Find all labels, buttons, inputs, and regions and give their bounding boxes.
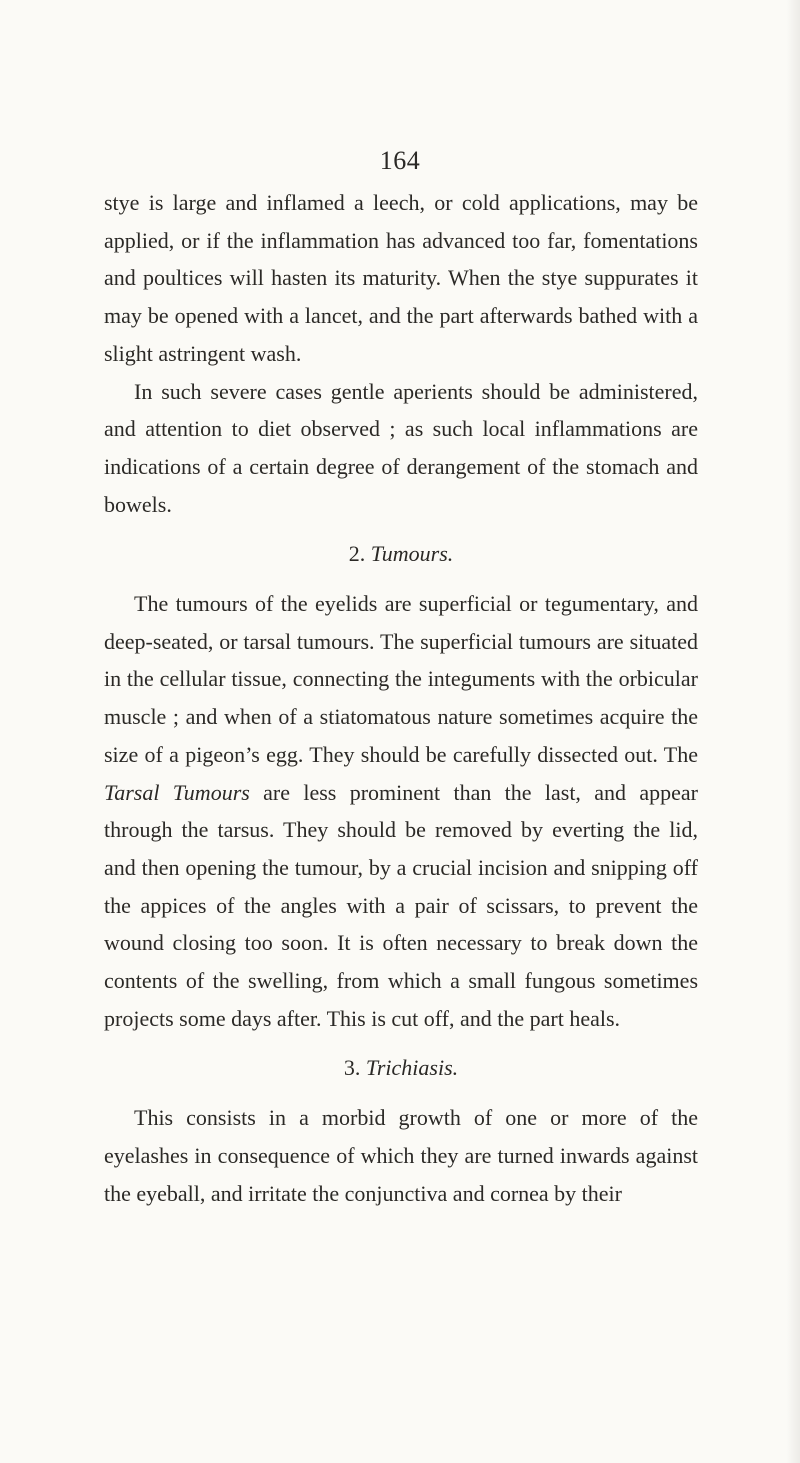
tumours-text-part-1: The tumours of the eyelids are superficial or tegumentary, and deep-seated, or tarsal tumours. The superficial tumours are situated in the cellular tissue, connecting the integuments with the orbicular muscle ; and when of a stiatomatous nature sometimes acquire the size of a pigeon’s egg. They should be carefully dissected out. The [104,591,698,767]
tarsal-tumours-term: Tarsal Tumours [104,779,250,805]
page-edge-shadow [786,0,800,1463]
paragraph-stye-treatment: stye is large and inflamed a leech, or cold applications, may be applied, or if the inflammation has advanced too far, fomentations and poultices will hasten its maturity. When the stye suppurates it may be opened with a lancet, and the part afterwards bathed with a slight astringent wash. [104,190,698,366]
tumours-text-part-2: are less prominent than the last, and appear through the tarsus. They should be removed by everting the lid, and then opening the tumour, by a crucial incision and snipping off the appices of the angles with a pair of scissars, to prevent the wound closing too soon. It is often necessary to break down the contents of the swelling, from which a small fungous sometimes projects some days after. This is cut off, and the part heals. [104,779,698,1031]
page-number: 164 [379,146,421,175]
paragraph-aperients: In such severe cases gentle aperients should be administered, and attention to diet observed ; as such local inflammations are indications of a certain degree of derangement of the stomach and bowels. [104,378,698,517]
section-number: 2. [348,541,366,567]
section-title: Tumours. [370,541,454,567]
section-number: 3. [343,1055,361,1081]
section-heading-tumours [104,535,698,573]
paragraph-trichiasis: This consists in a morbid growth of one or more of the eyelashes in consequence of which they are turned inwards against the eyeball, and irritate the conjunctiva and cornea by their [104,1105,698,1206]
section-title: Trichiasis. [365,1055,459,1081]
section-heading-trichiasis [104,1049,698,1087]
page-body [104,184,698,1212]
paragraph-tumours [104,585,698,1037]
